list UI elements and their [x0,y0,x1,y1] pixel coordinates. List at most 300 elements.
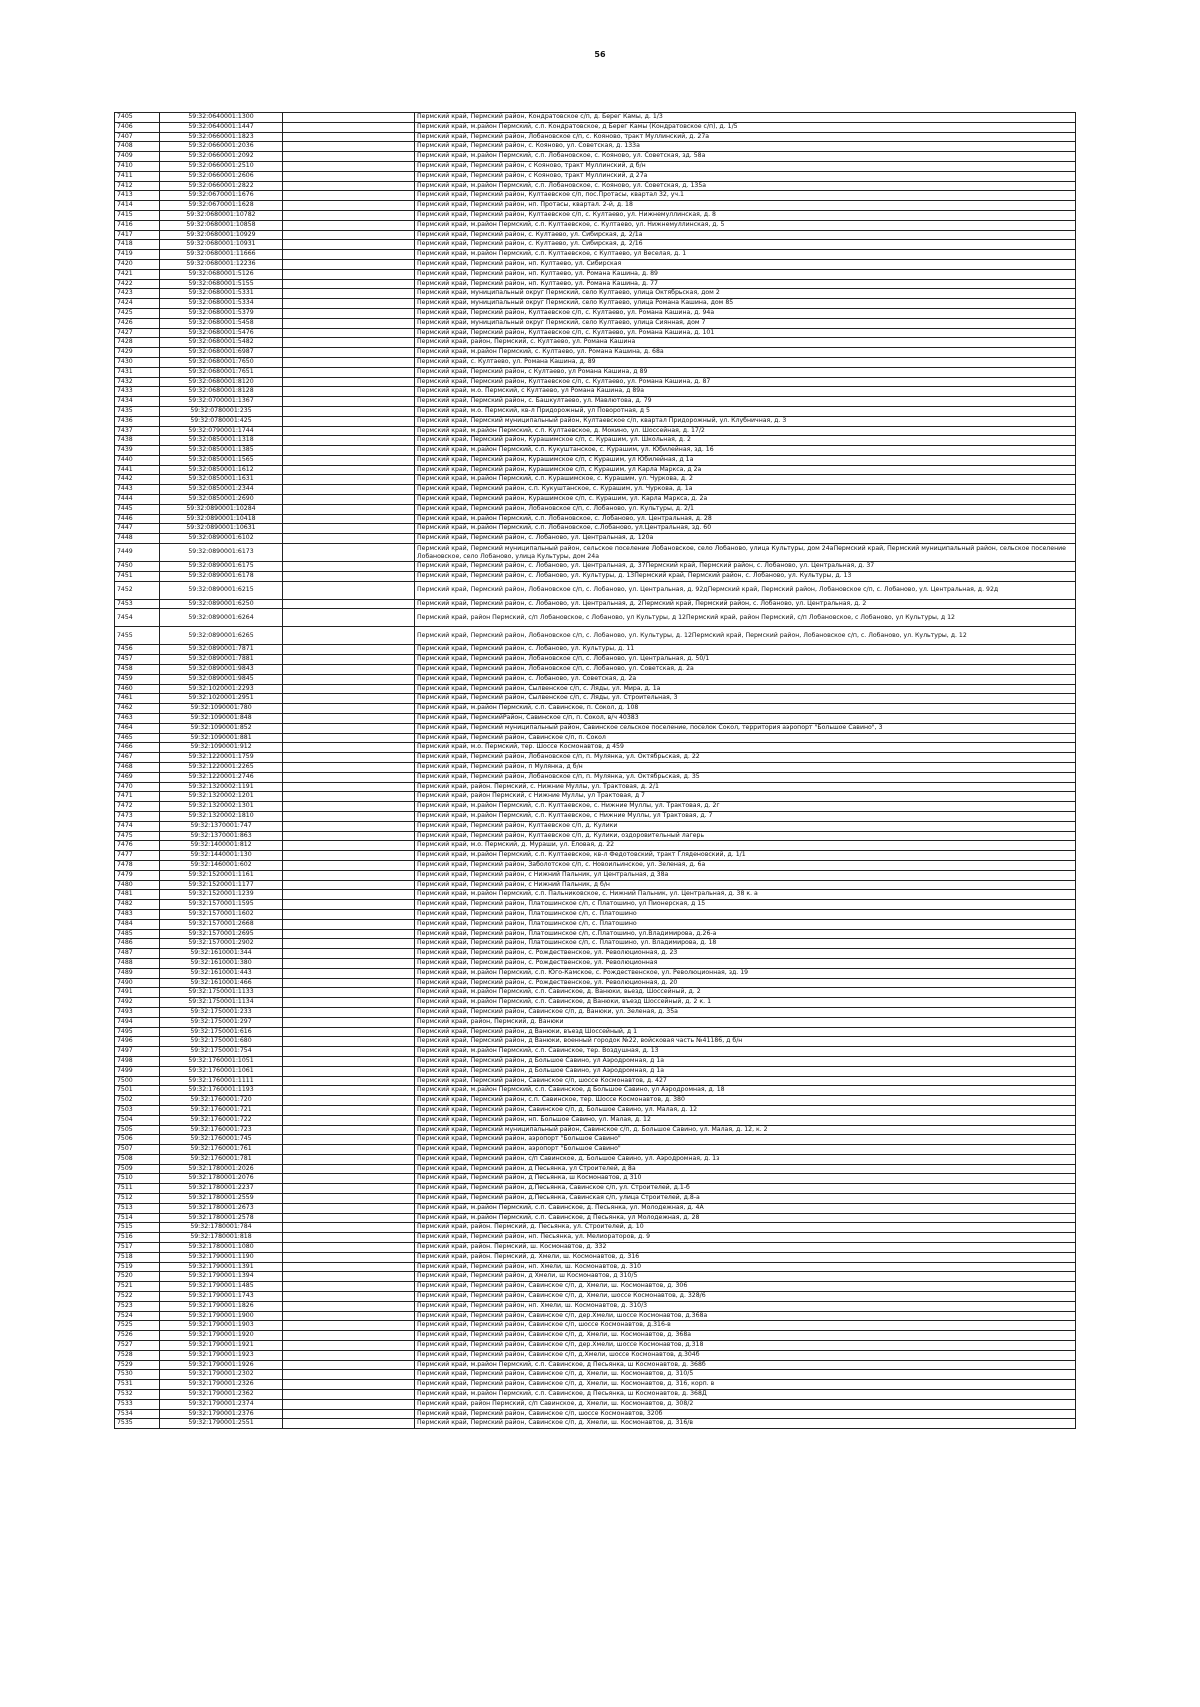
empty-cell [283,397,415,407]
empty-cell [283,1047,415,1057]
table-row [115,1331,1076,1341]
address-cell: Пермский край, Пермский район, д Песьянка, ш Космонавтов, д 310 [415,1174,1076,1184]
address-cell: Пермский край, Пермский район, с. Рождественское, ул. Революционная, д. 20 [415,978,1076,988]
row-number-cell: 7482 [115,900,160,910]
cadastral-number-cell: 59:32:1760001:761 [160,1145,283,1155]
table-row [115,465,1076,475]
empty-cell [283,1350,415,1360]
table-row [115,1135,1076,1145]
address-cell: Пермский край, Пермский район, Лобановское с/п, п. Мулянка, ул. Октябрьская, д. 22 [415,753,1076,763]
empty-cell [283,665,415,675]
address-cell: Пермский край, Пермский район, с. Култаево, ул. Сибирская, д. 2/16 [415,240,1076,250]
table-row [115,968,1076,978]
table-row [115,534,1076,544]
empty-cell [283,1331,415,1341]
row-number-cell: 7451 [115,571,160,581]
cadastral-number-cell: 59:32:1750001:1134 [160,998,283,1008]
empty-cell [283,841,415,851]
empty-cell [283,978,415,988]
empty-cell [283,753,415,763]
cadastral-number-cell: 59:32:1760001:1193 [160,1086,283,1096]
address-cell: Пермский край, м.район Пермский, с.п. Лобановское, с. Лобаново, ул. Центральная, д. 28 [415,514,1076,524]
cadastral-number-cell: 59:32:1760001:1051 [160,1056,283,1066]
table-row [115,406,1076,416]
address-cell: Пермский край, Пермский район, нп. Хмели, ш. Космонавтов, д. 310 [415,1262,1076,1272]
row-number-cell: 7475 [115,831,160,841]
row-number-cell: 7467 [115,753,160,763]
address-cell: Пермский край, район, Пермский, с. Култаево, ул. Романа Кашина [415,338,1076,348]
cadastral-number-cell: 59:32:0680001:8120 [160,377,283,387]
address-cell: Пермский край, Пермский район, д Хмели, ш Космонавтов, д 310/5 [415,1272,1076,1282]
address-cell: Пермский край, Пермский район, аэропорт "Большое Савино" [415,1145,1076,1155]
row-number-cell: 7432 [115,377,160,387]
row-number-cell: 7513 [115,1203,160,1213]
table-row [115,1292,1076,1302]
table-row [115,919,1076,929]
cadastral-number-cell: 59:32:0780001:235 [160,406,283,416]
empty-cell [283,609,415,627]
address-cell: Пермский край, Пермский район, с.п. Савинское, тер. Шоссе Космонавтов, д. 380 [415,1096,1076,1106]
cadastral-number-cell: 59:32:0850001:1631 [160,475,283,485]
empty-cell [283,328,415,338]
table-row [115,446,1076,456]
table-row [115,571,1076,581]
table-row [115,308,1076,318]
cadastral-number-cell: 59:32:0660001:2606 [160,171,283,181]
cadastral-number-cell: 59:32:1760001:723 [160,1125,283,1135]
empty-cell [283,645,415,655]
row-number-cell: 7461 [115,694,160,704]
table-row [115,880,1076,890]
address-cell: Пермский край, м.район Пермский, с.п. Лобановское, с. Кояново, ул. Советская, д. 135а [415,181,1076,191]
empty-cell [283,122,415,132]
row-number-cell: 7429 [115,348,160,358]
address-cell: Пермский край, Пермский район, Савинское с/п, д. Хмели, шоссе Космонавтов, д. 328/6 [415,1292,1076,1302]
empty-cell [283,909,415,919]
table-row [115,1350,1076,1360]
row-number-cell: 7496 [115,1037,160,1047]
table-row [115,377,1076,387]
address-cell: Пермский край, м.район Пермский, с.п. Савинское, д Песьянка, ул Молодежная, д. 28 [415,1213,1076,1223]
row-number-cell: 7511 [115,1184,160,1194]
address-cell: Пермский край, м.район Пермский, с.п. Култаевское, с. Култаево, ул. Нижнемуллинская, д. 5 [415,220,1076,230]
empty-cell [283,338,415,348]
address-cell: Пермский край, Пермский район, нп. Большое Савино, ул. Малая, д. 12 [415,1115,1076,1125]
row-number-cell: 7480 [115,880,160,890]
row-number-cell: 7414 [115,201,160,211]
cadastral-number-cell: 59:32:0680001:5331 [160,289,283,299]
row-number-cell: 7535 [115,1419,160,1429]
empty-cell [283,870,415,880]
table-row [115,1184,1076,1194]
row-number-cell: 7447 [115,524,160,534]
cadastral-number-cell: 59:32:0680001:5126 [160,269,283,279]
row-number-cell: 7478 [115,860,160,870]
table-row [115,152,1076,162]
cadastral-number-cell: 59:32:1790001:1920 [160,1331,283,1341]
empty-cell [283,704,415,714]
row-number-cell: 7492 [115,998,160,1008]
table-row [115,1027,1076,1037]
address-cell: Пермский край, Пермский район, с. Лобаново, ул. Центральная, д. 2Пермский край, Пермский район, с. Лобаново, ул. Центральная, д. 2 [415,599,1076,609]
table-row [115,436,1076,446]
cadastral-number-cell: 59:32:1780001:784 [160,1223,283,1233]
cadastral-number-cell: 59:32:1610001:380 [160,958,283,968]
table-row [115,289,1076,299]
cadastral-number-cell: 59:32:1570001:2902 [160,939,283,949]
row-number-cell: 7449 [115,544,160,562]
cadastral-number-cell: 59:32:0850001:1565 [160,455,283,465]
row-number-cell: 7499 [115,1066,160,1076]
table-row [115,763,1076,773]
address-cell: Пермский край, м.район Пермский, с.п. Савинское, тер. Воздушная, д. 13 [415,1047,1076,1057]
cadastral-number-cell: 59:32:1790001:2362 [160,1390,283,1400]
row-number-cell: 7436 [115,416,160,426]
row-number-cell: 7422 [115,279,160,289]
cadastral-number-cell: 59:32:0680001:7651 [160,367,283,377]
address-cell: Пермский край, муниципальный округ Пермский, село Култаево, улица Сиянная, дом 7 [415,318,1076,328]
row-number-cell: 7465 [115,733,160,743]
table-row [115,1233,1076,1243]
cadastral-number-cell: 59:32:0680001:12236 [160,259,283,269]
empty-cell [283,269,415,279]
cadastral-number-cell: 59:32:1790001:1391 [160,1262,283,1272]
row-number-cell: 7469 [115,772,160,782]
empty-cell [283,1321,415,1331]
cadastral-number-cell: 59:32:0670001:1676 [160,191,283,201]
row-number-cell: 7435 [115,406,160,416]
row-number-cell: 7472 [115,802,160,812]
table-row [115,1076,1076,1086]
address-cell: Пермский край, Пермский район, нп. Култаево, ул. Романа Кашина, д. 89 [415,269,1076,279]
empty-cell [283,1203,415,1213]
cadastral-number-cell: 59:32:1790001:1190 [160,1252,283,1262]
address-cell: Пермский край, Пермский район, нп. Хмели, ш. Космонавтов, д. 310/3 [415,1301,1076,1311]
row-number-cell: 7470 [115,782,160,792]
table-row [115,900,1076,910]
address-cell: Пермский край, Пермский район, Савинское с/п, д. Хмели, ш. Космонавтов, д. 368а [415,1331,1076,1341]
cadastral-number-cell: 59:32:0890001:6264 [160,609,283,627]
address-cell: Пермский край, Пермский район, Курашимское с/п, с. Курашим, ул. Карла Маркса, д. 2а [415,495,1076,505]
empty-cell [283,1252,415,1262]
cadastral-number-cell: 59:32:1570001:1602 [160,909,283,919]
table-row [115,1105,1076,1115]
empty-cell [283,919,415,929]
address-cell: Пермский край, м.о. Пермский, с Култаево, ул Романа Кашина, д 89а [415,387,1076,397]
table-row [115,1311,1076,1321]
table-row [115,367,1076,377]
row-number-cell: 7505 [115,1125,160,1135]
address-cell: Пермский край, Пермский муниципальный район, Савинское с/п, д. Большое Савино, ул. Малая, д. 12, к. 2 [415,1125,1076,1135]
register-table [114,112,1076,1429]
address-cell: Пермский край, Пермский район, п Мулянка, д б/н [415,763,1076,773]
row-number-cell: 7466 [115,743,160,753]
empty-cell [283,426,415,436]
table-row [115,1272,1076,1282]
address-cell: Пермский край, Пермский район, д Большое Савино, ул Аэродромная, д 1а [415,1056,1076,1066]
cadastral-number-cell: 59:32:1790001:1394 [160,1272,283,1282]
cadastral-number-cell: 59:32:0640001:1300 [160,113,283,123]
table-row [115,485,1076,495]
address-cell: Пермский край, Пермский район, д Ванюки, въезд Шоссейный, д 1 [415,1027,1076,1037]
cadastral-number-cell: 59:32:1220001:2265 [160,763,283,773]
table-row [115,831,1076,841]
row-number-cell: 7418 [115,240,160,250]
empty-cell [283,1145,415,1155]
address-cell: Пермский край, район. Пермский, ш. Космонавтов, д. 332 [415,1243,1076,1253]
empty-cell [283,230,415,240]
address-cell: Пермский край, м.о. Пермский, д. Мураши, ул. Еловая, д. 22 [415,841,1076,851]
empty-cell [283,1370,415,1380]
empty-cell [283,880,415,890]
address-cell: Пермский край, м.район Пермский, с.п. Култаевское, с. Нижние Муллы, ул. Трактовая, д. 2г [415,802,1076,812]
table-row [115,397,1076,407]
empty-cell [283,1233,415,1243]
table-row [115,1017,1076,1027]
empty-cell [283,929,415,939]
empty-cell [283,455,415,465]
table-row [115,250,1076,260]
table-row [115,1341,1076,1351]
cadastral-number-cell: 59:32:0850001:2690 [160,495,283,505]
empty-cell [283,1311,415,1321]
row-number-cell: 7452 [115,581,160,599]
address-cell: Пермский край, м.район Пермский, с.п. Савинское, д. Ванюки, вьезд. Шоссейный, д. 2 [415,988,1076,998]
address-cell: Пермский край, с. Култаево, ул. Романа Кашина, д. 89 [415,357,1076,367]
cadastral-number-cell: 59:32:0890001:9843 [160,665,283,675]
table-row [115,1213,1076,1223]
empty-cell [283,279,415,289]
address-cell: Пермский край, район. Пермский, с. Нижние Муллы, ул. Трактовая, д. 2/1 [415,782,1076,792]
empty-cell [283,782,415,792]
empty-cell [283,367,415,377]
row-number-cell: 7421 [115,269,160,279]
cadastral-number-cell: 59:32:1570001:2668 [160,919,283,929]
row-number-cell: 7490 [115,978,160,988]
empty-cell [283,152,415,162]
address-cell: Пермский край, Пермский район, с Култаево, ул Романа Кашина, д 89 [415,367,1076,377]
row-number-cell: 7512 [115,1194,160,1204]
table-row [115,269,1076,279]
address-cell: Пермский край, Пермский район, Култаевское с/п, д. Кулики [415,821,1076,831]
empty-cell [283,191,415,201]
row-number-cell: 7431 [115,367,160,377]
empty-cell [283,998,415,1008]
table-row [115,161,1076,171]
row-number-cell: 7516 [115,1233,160,1243]
row-number-cell: 7405 [115,113,160,123]
empty-cell [283,743,415,753]
address-cell: Пермский край, м.район Пермский, с.п. Савинское, д Песьянка, ш Космонавтов, д. 368б [415,1360,1076,1370]
row-number-cell: 7527 [115,1341,160,1351]
cadastral-number-cell: 59:32:1780001:2559 [160,1194,283,1204]
table-row [115,599,1076,609]
empty-cell [283,1213,415,1223]
table-row [115,299,1076,309]
address-cell: Пермский край, м.район Пермский, с.п. Пальниковское, с. Нижний Пальник, ул. Центральная, д. 38 к. а [415,890,1076,900]
row-number-cell: 7501 [115,1086,160,1096]
cadastral-number-cell: 59:32:1320002:1201 [160,792,283,802]
empty-cell [283,1066,415,1076]
empty-cell [283,1380,415,1390]
row-number-cell: 7506 [115,1135,160,1145]
empty-cell [283,802,415,812]
table-row [115,338,1076,348]
cadastral-number-cell: 59:32:1760001:721 [160,1105,283,1115]
cadastral-number-cell: 59:32:0680001:5482 [160,338,283,348]
row-number-cell: 7412 [115,181,160,191]
address-cell: Пермский край, м.о. Пермский, кв-л Придорожный, ул Поворотная, д 5 [415,406,1076,416]
table-row [115,1145,1076,1155]
cadastral-number-cell: 59:32:1780001:2076 [160,1174,283,1184]
cadastral-number-cell: 59:32:1780001:818 [160,1233,283,1243]
empty-cell [283,1409,415,1419]
address-cell: Пермский край, Пермский район, Лобановское с/п, с. Лобаново, ул. Культуры, д. 12Пермский край, Пермский район, Лобановское с/п, с. Лобаново, ул. Культуры, д. 12 [415,627,1076,645]
empty-cell [283,684,415,694]
empty-cell [283,1007,415,1017]
address-cell: Пермский край, Пермский район, с. Култаево, ул. Сибирская, д. 2/1а [415,230,1076,240]
table-row [115,978,1076,988]
row-number-cell: 7437 [115,426,160,436]
cadastral-number-cell: 59:32:1760001:745 [160,1135,283,1145]
address-cell: Пермский край, Пермский район, с Нижний Пальник, ул Центральная, д 38а [415,870,1076,880]
empty-cell [283,1184,415,1194]
table-row [115,1203,1076,1213]
cadastral-number-cell: 59:32:1790001:2326 [160,1380,283,1390]
row-number-cell: 7413 [115,191,160,201]
address-cell: Пермский край, м.район Пермский, с.п. Савинское, п. Сокол, д. 108 [415,704,1076,714]
cadastral-number-cell: 59:32:1780001:1080 [160,1243,283,1253]
address-cell: Пермский край, м.о. Пермский, тер. Шоссе Космонавтов, д 459 [415,743,1076,753]
table-row [115,655,1076,665]
row-number-cell: 7497 [115,1047,160,1057]
row-number-cell: 7526 [115,1331,160,1341]
empty-cell [283,792,415,802]
row-number-cell: 7450 [115,562,160,572]
address-cell: Пермский край, Пермский район, Савинское с/п, дер.Хмели, шоссе Космонавтов, д.318 [415,1341,1076,1351]
address-cell: Пермский край, м.район Пермский, с.п. Лобановское, с. Кояново, ул. Советская, зд. 58а [415,152,1076,162]
row-number-cell: 7444 [115,495,160,505]
table-row [115,1409,1076,1419]
table-row [115,714,1076,724]
address-cell: Пермский край, Пермский район, д Большое Савино, ул Аэродромная, д 1а [415,1066,1076,1076]
empty-cell [283,581,415,599]
empty-cell [283,1096,415,1106]
address-cell: Пермский край, м.район Пермский, с.п. Юго-Камское, с. Рождественское, ул. Революционная, зд. 19 [415,968,1076,978]
cadastral-number-cell: 59:32:1790001:2374 [160,1399,283,1409]
empty-cell [283,289,415,299]
cadastral-number-cell: 59:32:0680001:10929 [160,230,283,240]
cadastral-number-cell: 59:32:1750001:297 [160,1017,283,1027]
row-number-cell: 7440 [115,455,160,465]
row-number-cell: 7425 [115,308,160,318]
address-cell: Пермский край, Пермский район, Платошинское с/п, с. Платошино, ул. Владимирова, д. 18 [415,939,1076,949]
table-row [115,171,1076,181]
table-row [115,142,1076,152]
empty-cell [283,851,415,861]
address-cell: Пермский край, район Пермский, с/п Лобановское, с Лобаново, ул Культуры, д 12Пермский край, район Пермский, с/п Лобановское, с Лобаново, ул Культуры, д 12 [415,609,1076,627]
table-row [115,909,1076,919]
cadastral-number-cell: 59:32:1610001:443 [160,968,283,978]
empty-cell [283,968,415,978]
address-cell: Пермский край, м.район Пермский, с.п. Кондратовское, д Берег Камы (Кондратовское с/п), д. 1/5 [415,122,1076,132]
address-cell: Пермский край, район. Пермский, д. Песьянка, ул. Строителей, д. 10 [415,1223,1076,1233]
cadastral-number-cell: 59:32:1780001:2237 [160,1184,283,1194]
empty-cell [283,436,415,446]
table-row [115,495,1076,505]
address-cell: Пермский край, Пермский муниципальный район, сельское поселение Лобановское, село Лобаново, улица Культуры, дом 24аПермский край, Пермский муниципальный район, сельское поселение Лобановское, село Лобаново, улица Культуры, дом 24а [415,544,1076,562]
address-cell: Пермский край, Пермский район, с. Лобаново, ул. Культуры, д. 13Пермский край, Пермский район, с. Лобаново, ул. Культуры, д. 13 [415,571,1076,581]
empty-cell [283,406,415,416]
empty-cell [283,416,415,426]
cadastral-number-cell: 59:32:1760001:720 [160,1096,283,1106]
table-row [115,870,1076,880]
table-row [115,1194,1076,1204]
row-number-cell: 7420 [115,259,160,269]
cadastral-number-cell: 59:32:0660001:2510 [160,161,283,171]
cadastral-number-cell: 59:32:1090001:881 [160,733,283,743]
address-cell: Пермский край, Пермский район, д.Песьянка, Савинская с/п, улица Строителей, д.8-а [415,1194,1076,1204]
table-row [115,1154,1076,1164]
row-number-cell: 7407 [115,132,160,142]
address-cell: Пермский край, м.район Пермский, с.п. Култаевское, д. Мокино, ул. Шоссейная, д. 17/2 [415,426,1076,436]
empty-cell [283,1174,415,1184]
row-number-cell: 7408 [115,142,160,152]
cadastral-number-cell: 59:32:1090001:912 [160,743,283,753]
table-row [115,475,1076,485]
row-number-cell: 7473 [115,812,160,822]
register-table-body [115,113,1076,1429]
table-row [115,733,1076,743]
cadastral-number-cell: 59:32:1790001:2376 [160,1409,283,1419]
address-cell: Пермский край, Пермский район, Култаевское с/п, с. Култаево, ул. Романа Кашина, д. 87 [415,377,1076,387]
row-number-cell: 7445 [115,504,160,514]
address-cell: Пермский край, Пермский район, Лобановское с/п, с. Кояново, тракт Муллинский, д. 27а [415,132,1076,142]
table-row [115,1390,1076,1400]
empty-cell [283,299,415,309]
address-cell: Пермский край, м.район Пермский, с.п. Култаевское, с Култаево, ул Веселая, д. 1 [415,250,1076,260]
cadastral-number-cell: 59:32:1750001:1133 [160,988,283,998]
row-number-cell: 7416 [115,220,160,230]
address-cell: Пермский край, Пермский район, Култаевское с/п, пос.Протасы, квартал 32, уч.1 [415,191,1076,201]
cadastral-number-cell: 59:32:0680001:5155 [160,279,283,289]
cadastral-number-cell: 59:32:0680001:5334 [160,299,283,309]
row-number-cell: 7509 [115,1164,160,1174]
empty-cell [283,308,415,318]
address-cell: Пермский край, Пермский район, Платошинское с/п, с. Платошино [415,909,1076,919]
cadastral-number-cell: 59:32:0850001:2344 [160,485,283,495]
table-row [115,562,1076,572]
row-number-cell: 7430 [115,357,160,367]
empty-cell [283,201,415,211]
address-cell: Пермский край, Пермский район, Сылвенское с/п, с. Ляды, ул. Мира, д. 1а [415,684,1076,694]
table-row [115,1037,1076,1047]
row-number-cell: 7424 [115,299,160,309]
row-number-cell: 7454 [115,609,160,627]
table-row [115,1223,1076,1233]
table-row [115,1243,1076,1253]
table-row [115,684,1076,694]
row-number-cell: 7411 [115,171,160,181]
table-row [115,627,1076,645]
cadastral-number-cell: 59:32:1220001:2746 [160,772,283,782]
table-row [115,581,1076,599]
row-number-cell: 7410 [115,161,160,171]
address-cell: Пермский край, Пермский район, Култаевское с/п, с. Култаево, ул. Романа Кашина, д. 94а [415,308,1076,318]
cadastral-number-cell: 59:32:0680001:11666 [160,250,283,260]
table-row [115,753,1076,763]
cadastral-number-cell: 59:32:1610001:344 [160,949,283,959]
